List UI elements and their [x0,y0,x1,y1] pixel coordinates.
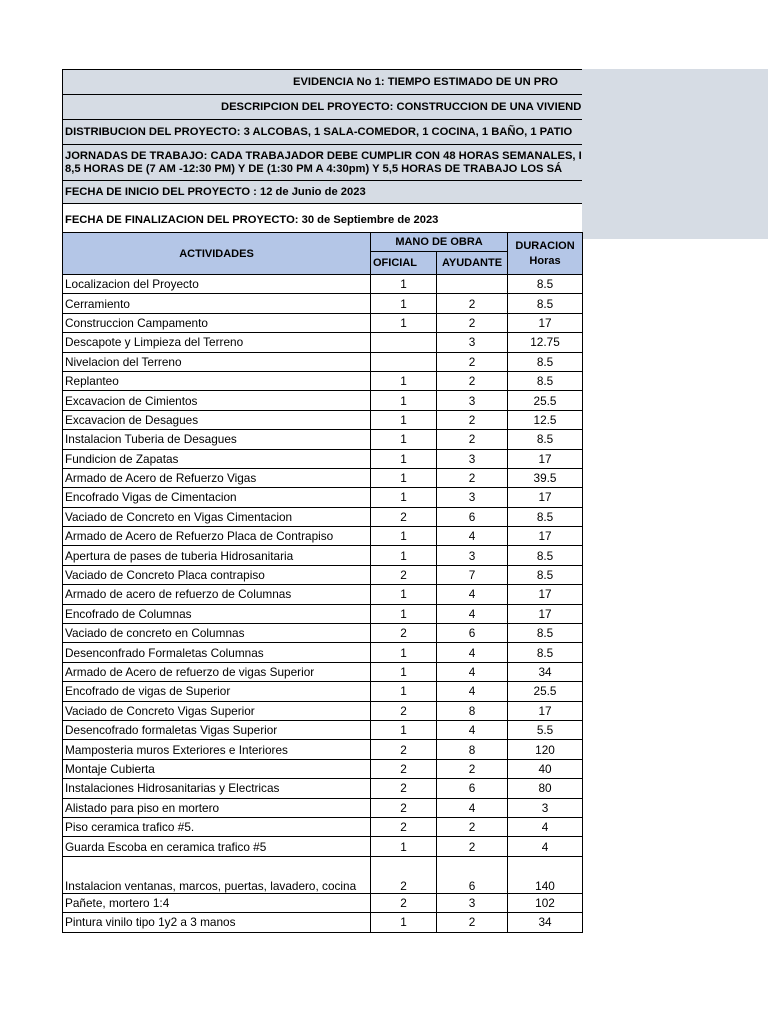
descripcion-row [62,94,582,119]
ayudante-cell: 6 [437,507,508,526]
table-row [63,468,583,487]
activity-cell: Excavacion de Desagues [63,410,371,429]
ayudante-cell: 4 [437,585,508,604]
ayudante-cell: 2 [437,294,508,313]
oficial-cell: 1 [371,662,437,681]
table-row [63,701,583,720]
horas-cell: 8.5 [508,430,583,449]
oficial-cell: 1 [371,294,437,313]
activity-cell: Vaciado de Concreto en Vigas Cimentacion [63,507,371,526]
table-row [63,662,583,681]
ayudante-cell: 2 [437,410,508,429]
horas-cell: 120 [508,740,583,759]
ayudante-cell: 4 [437,682,508,701]
ayudante-cell: 3 [437,449,508,468]
col-header-oficial: OFICIAL [371,252,437,275]
ayudante-cell: 3 [437,546,508,565]
horas-cell: 8.5 [508,275,583,294]
table-row [63,913,583,932]
table-row [63,643,583,662]
oficial-cell: 2 [371,624,437,643]
horas-cell: 17 [508,527,583,546]
table-row [63,779,583,798]
oficial-cell: 1 [371,720,437,739]
oficial-cell: 2 [371,856,437,893]
ayudante-cell: 4 [437,720,508,739]
activity-cell: Instalacion ventanas, marcos, puertas, lavadero, cocina [63,856,371,893]
table-row [63,817,583,836]
horas-cell: 12.5 [508,410,583,429]
table-row [63,856,583,893]
oficial-cell [371,333,437,352]
oficial-cell: 2 [371,740,437,759]
fecha-fin-text: FECHA DE FINALIZACION DEL PROYECTO: 30 de Septiembre de 2023 [65,214,439,226]
activity-cell: Pintura vinilo tipo 1y2 a 3 manos [63,913,371,932]
ayudante-cell: 4 [437,798,508,817]
ayudante-cell: 6 [437,624,508,643]
activity-cell: Vaciado de concreto en Columnas [63,624,371,643]
oficial-cell: 1 [371,643,437,662]
activity-cell: Desenconfrado Formaletas Columnas [63,643,371,662]
oficial-cell: 1 [371,410,437,429]
ayudante-cell: 4 [437,527,508,546]
horas-cell: 17 [508,585,583,604]
oficial-cell: 2 [371,507,437,526]
horas-cell: 39.5 [508,468,583,487]
horas-cell: 17 [508,313,583,332]
ayudante-cell: 2 [437,352,508,371]
activity-cell: Armado de acero de refuerzo de Columnas [63,585,371,604]
table-row [63,507,583,526]
activity-cell: Vaciado de Concreto Vigas Superior [63,701,371,720]
table-row [63,585,583,604]
evidencia-title [62,69,582,94]
oficial-cell: 1 [371,275,437,294]
horas-cell: 25.5 [508,391,583,410]
oficial-cell: 1 [371,488,437,507]
ayudante-cell: 2 [437,817,508,836]
horas-cell: 8.5 [508,507,583,526]
descripcion-text: DESCRIPCION DEL PROYECTO: CONSTRUCCION DE UNA VIVIEND [221,101,582,113]
activities-table [62,232,583,933]
activity-cell: Desencofrado formaletas Vigas Superior [63,720,371,739]
oficial-cell: 2 [371,798,437,817]
ayudante-cell: 4 [437,643,508,662]
oficial-cell: 1 [371,371,437,390]
table-row [63,740,583,759]
activity-cell: Fundicion de Zapatas [63,449,371,468]
ayudante-cell: 7 [437,565,508,584]
ayudante-cell: 2 [437,313,508,332]
horas-cell: 17 [508,449,583,468]
oficial-cell: 1 [371,391,437,410]
table-body [63,275,583,933]
horas-cell: 17 [508,604,583,623]
activity-cell: Montaje Cubierta [63,759,371,778]
horas-cell: 140 [508,856,583,893]
ayudante-cell: 2 [437,468,508,487]
horas-cell: 8.5 [508,565,583,584]
oficial-cell: 1 [371,449,437,468]
distribucion-text: DISTRIBUCION DEL PROYECTO: 3 ALCOBAS, 1 SALA-COMEDOR, 1 COCINA, 1 BAÑO, 1 PATIO [65,126,573,138]
oficial-cell: 1 [371,837,437,856]
oficial-cell: 2 [371,779,437,798]
horas-cell: 8.5 [508,352,583,371]
activity-cell: Armado de Acero de Refuerzo Placa de Contrapiso [63,527,371,546]
oficial-cell: 1 [371,604,437,623]
table-row [63,371,583,390]
horas-cell: 17 [508,701,583,720]
col-header-horas-label: Horas [529,254,561,267]
table-row [63,313,583,332]
horas-cell: 4 [508,817,583,836]
ayudante-cell: 3 [437,333,508,352]
horas-cell: 34 [508,913,583,932]
horas-cell: 34 [508,662,583,681]
table-row [63,391,583,410]
jornadas-row [62,144,582,180]
activity-cell: Excavacion de Cimientos [63,391,371,410]
table-row [63,449,583,468]
oficial-cell: 2 [371,817,437,836]
col-header-mano-obra: MANO DE OBRA [371,233,508,252]
horas-cell: 8.5 [508,371,583,390]
ayudante-cell [437,275,508,294]
activity-cell: Descapote y Limpieza del Terreno [63,333,371,352]
table-row [63,527,583,546]
ayudante-cell: 2 [437,371,508,390]
table-row [63,488,583,507]
activity-cell: Piso ceramica trafico #5. [63,817,371,836]
table-row [63,275,583,294]
table-row [63,333,583,352]
horas-cell: 12.75 [508,333,583,352]
table-row [63,430,583,449]
jornadas-line-2: 8,5 HORAS DE (7 AM -12:30 PM) Y DE (1:30 PM A 4:30pm) Y 5,5 HORAS DE TRABAJO LOS SÁ [65,163,563,175]
ayudante-cell: 8 [437,740,508,759]
table-row [63,720,583,739]
ayudante-cell: 8 [437,701,508,720]
ayudante-cell: 2 [437,913,508,932]
table-row [63,294,583,313]
activity-cell: Pañete, mortero 1:4 [63,893,371,912]
activity-cell: Armado de Acero de refuerzo de vigas Superior [63,662,371,681]
oficial-cell: 1 [371,468,437,487]
horas-cell: 102 [508,893,583,912]
evidencia-text: EVIDENCIA No 1: TIEMPO ESTIMADO DE UN PRO [293,76,558,88]
ayudante-cell: 3 [437,893,508,912]
oficial-cell: 1 [371,527,437,546]
activity-cell: Instalacion Tuberia de Desagues [63,430,371,449]
horas-cell: 80 [508,779,583,798]
header-block [62,69,768,232]
oficial-cell: 2 [371,759,437,778]
activity-cell: Construccion Campamento [63,313,371,332]
horas-cell: 8.5 [508,546,583,565]
horas-cell: 3 [508,798,583,817]
ayudante-cell: 3 [437,488,508,507]
ayudante-cell: 2 [437,430,508,449]
oficial-cell: 2 [371,701,437,720]
horas-cell: 5.5 [508,720,583,739]
table-row [63,682,583,701]
fecha-fin-row [62,203,582,232]
activity-cell: Localizacion del Proyecto [63,275,371,294]
horas-cell: 40 [508,759,583,778]
activity-cell: Cerramiento [63,294,371,313]
activity-cell: Vaciado de Concreto Placa contrapiso [63,565,371,584]
oficial-cell: 1 [371,313,437,332]
ayudante-cell: 2 [437,759,508,778]
horas-cell: 8.5 [508,643,583,662]
col-header-actividades: ACTIVIDADES [63,233,371,275]
fecha-inicio-row [62,180,582,203]
horas-cell: 8.5 [508,624,583,643]
col-header-ayudante: AYUDANTE [437,252,508,275]
activity-cell: Alistado para piso en mortero [63,798,371,817]
activity-cell: Guarda Escoba en ceramica trafico #5 [63,837,371,856]
ayudante-cell: 6 [437,856,508,893]
horas-cell: 4 [508,837,583,856]
oficial-cell: 1 [371,430,437,449]
activity-cell: Instalaciones Hidrosanitarias y Electricas [63,779,371,798]
table-row [63,352,583,371]
ayudante-cell: 4 [437,604,508,623]
table-row [63,893,583,912]
horas-cell: 25.5 [508,682,583,701]
oficial-cell: 2 [371,893,437,912]
activity-cell: Encofrado de Columnas [63,604,371,623]
ayudante-cell: 4 [437,662,508,681]
table-row [63,565,583,584]
activity-cell: Apertura de pases de tuberia Hidrosanitaria [63,546,371,565]
table-row [63,759,583,778]
jornadas-line-1: JORNADAS DE TRABAJO: CADA TRABAJADOR DEBE CUMPLIR CON 48 HORAS SEMANALES, I [65,150,582,162]
table-row [63,798,583,817]
table-row [63,546,583,565]
oficial-cell [371,352,437,371]
distribucion-row [62,119,582,144]
table-row [63,837,583,856]
fecha-inicio-text: FECHA DE INICIO DEL PROYECTO : 12 de Junio de 2023 [65,186,366,198]
activity-cell: Mamposteria muros Exteriores e Interiores [63,740,371,759]
horas-cell: 8.5 [508,294,583,313]
table-row [63,410,583,429]
activity-cell: Armado de Acero de Refuerzo Vigas [63,468,371,487]
activity-cell: Encofrado Vigas de Cimentacion [63,488,371,507]
oficial-cell: 1 [371,585,437,604]
table-row [63,624,583,643]
activity-cell: Replanteo [63,371,371,390]
oficial-cell: 1 [371,682,437,701]
col-header-duracion-label: DURACION [515,239,575,252]
ayudante-cell: 6 [437,779,508,798]
ayudante-cell: 2 [437,837,508,856]
table-row [63,604,583,623]
col-header-duracion [508,233,583,275]
oficial-cell: 1 [371,546,437,565]
activity-cell: Encofrado de vigas de Superior [63,682,371,701]
activity-cell: Nivelacion del Terreno [63,352,371,371]
horas-cell: 17 [508,488,583,507]
oficial-cell: 1 [371,913,437,932]
ayudante-cell: 3 [437,391,508,410]
oficial-cell: 2 [371,565,437,584]
